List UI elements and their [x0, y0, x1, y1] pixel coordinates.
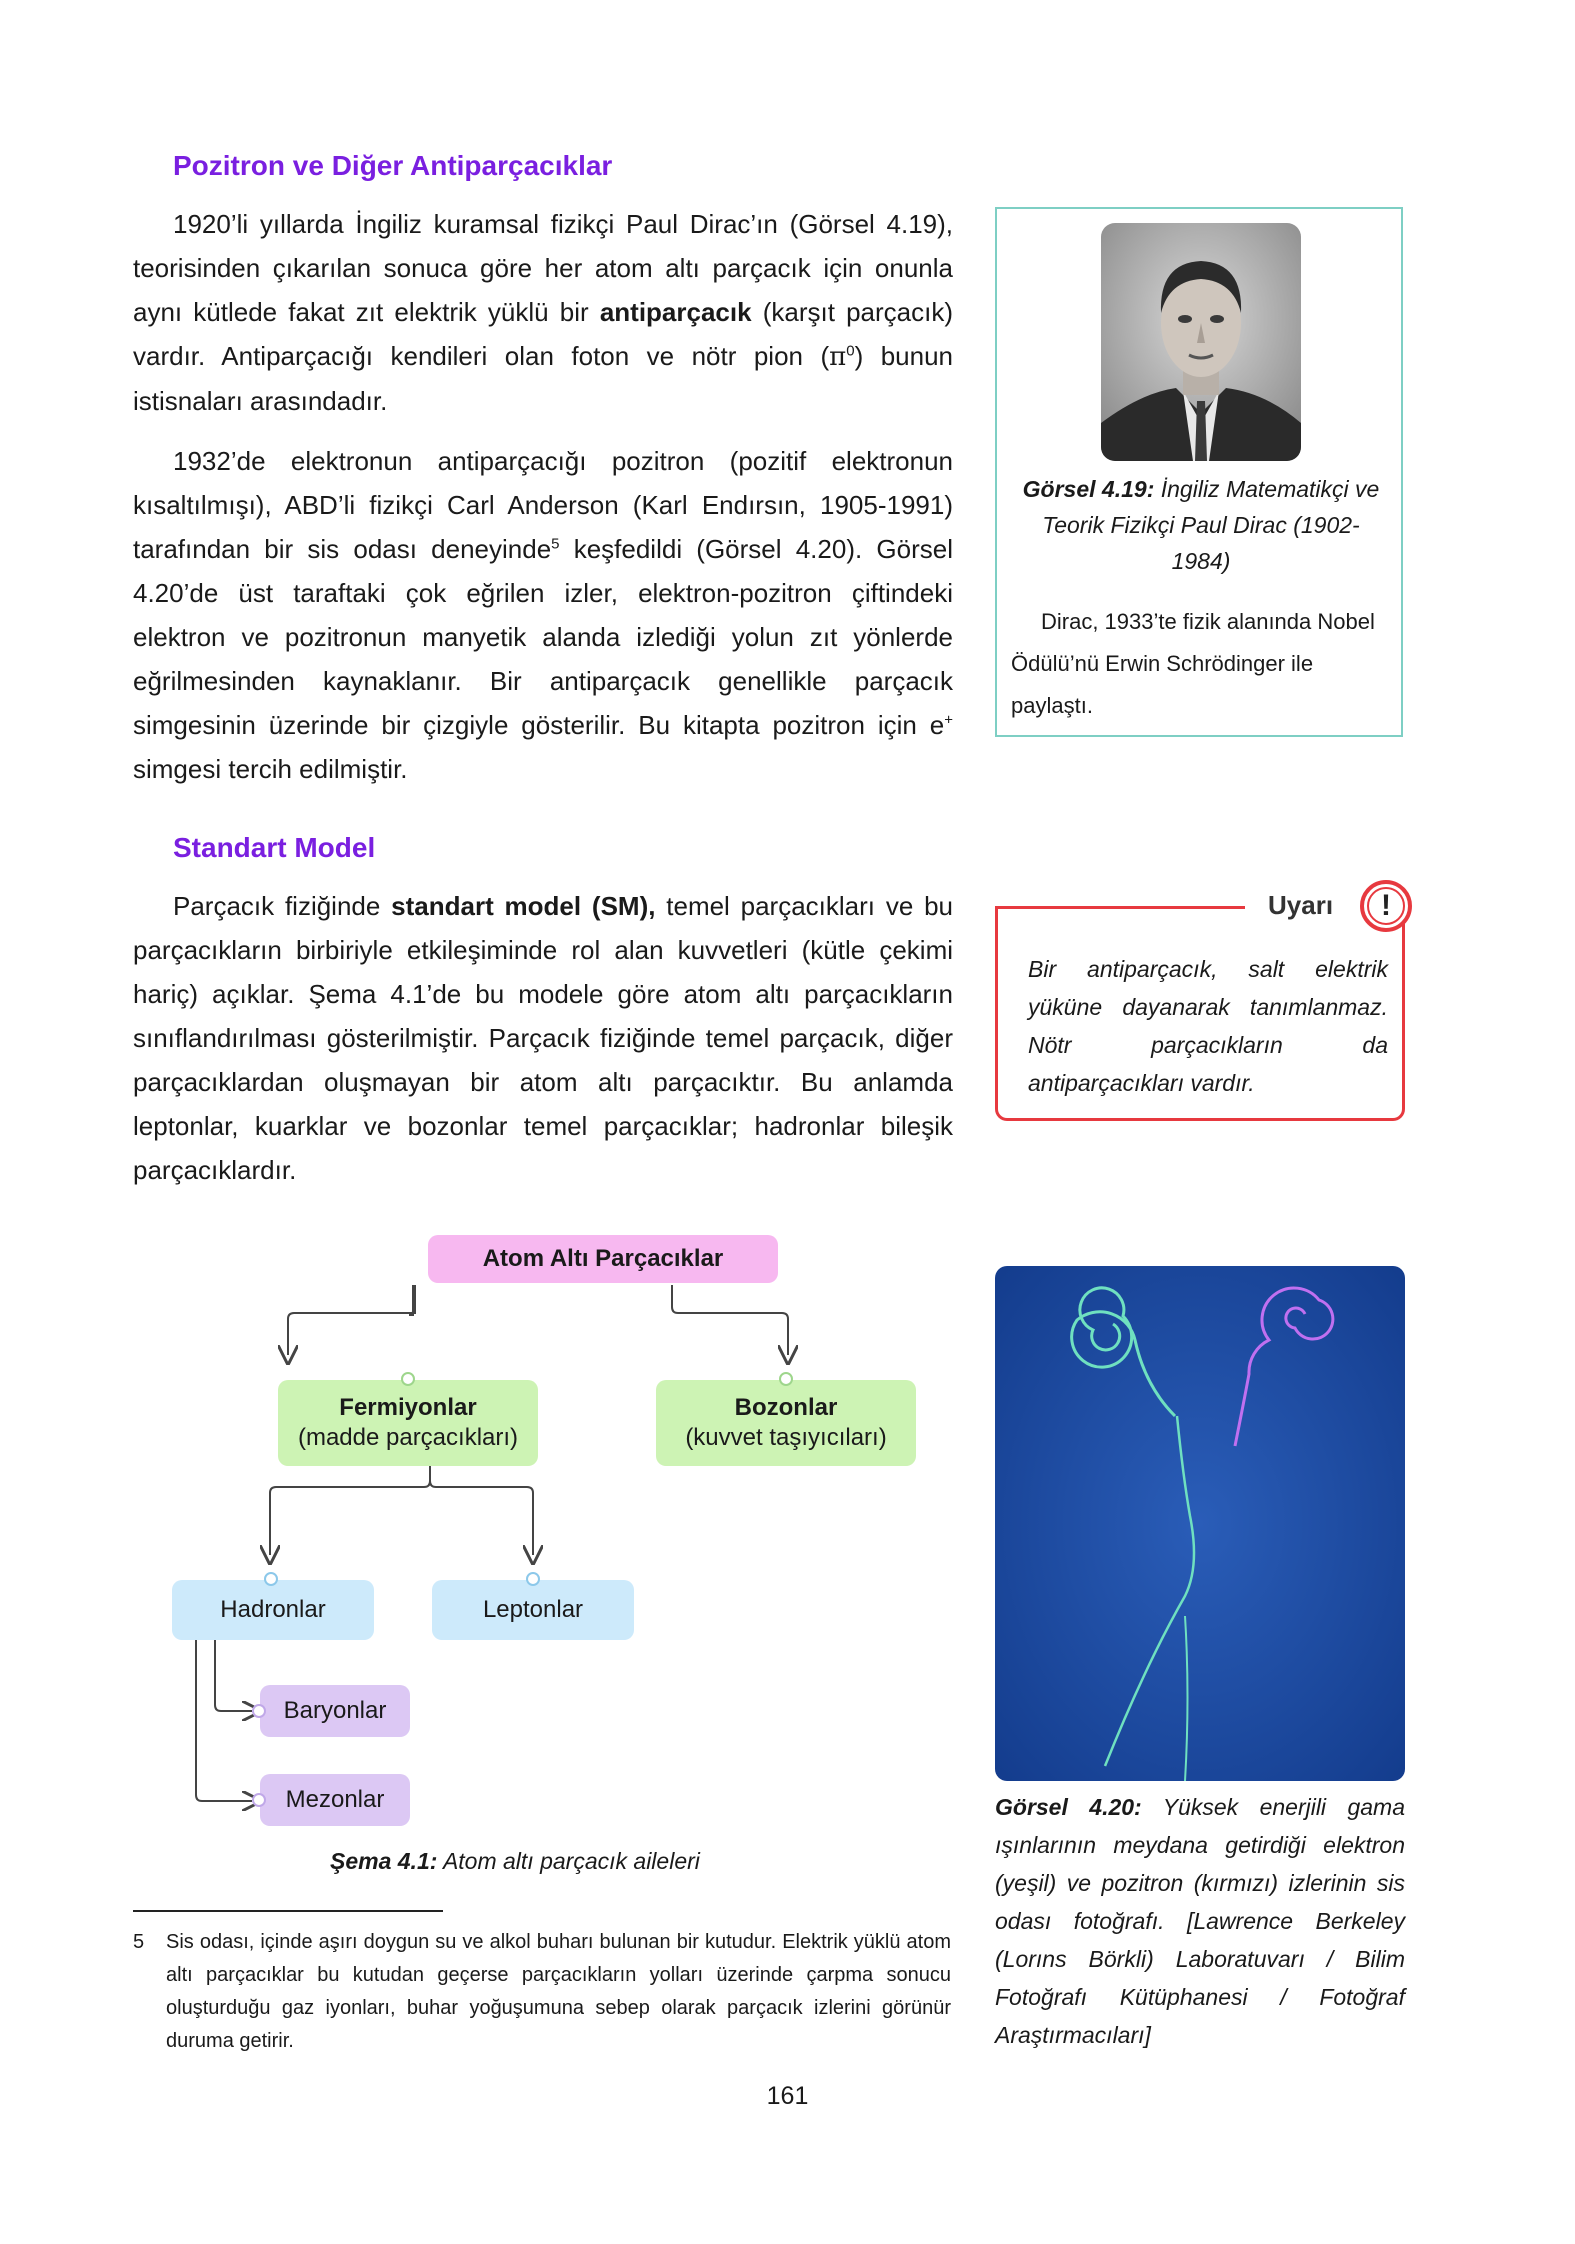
- page-number: 161: [766, 2082, 809, 2110]
- footnote-rule: [133, 1910, 443, 1912]
- section-title-standard-model: Standart Model: [173, 832, 376, 863]
- node-mesons-dot: [252, 1793, 266, 1807]
- diagram-caption: Şema 4.1: Atom altı parçacık aileleri: [330, 1848, 700, 1874]
- node-fermions: Fermiyonlar (madde parçacıkları): [278, 1380, 538, 1466]
- dirac-nobel-note: Dirac, 1933’te fizik alanında Nobel Ödülü’nü Erwin Schrödinger ile paylaştı.: [1011, 609, 1375, 718]
- dirac-caption: Görsel 4.19: İngiliz Matematikçi ve Teorik Fizikçi Paul Dirac (1902-1984): [1022, 476, 1380, 574]
- paragraph-positron: 1932’de elektronun antiparçacığı pozitron (pozitif elektronun kısaltılmışı), ABD’li fizikçi Carl Anderson (Karl Endırsın, 1905-1991) tarafından bir sis odası deneyinde$^5$ keşfedildi (Görsel 4.20). Görsel 4.20’de üst taraftaki çok eğrilen izler, elektron-pozitron çiftindeki elektron ve pozitronun manyetik alanda izlediği yolun zıt yönlerde eğrilmesinden kaynaklanır. Bir antiparçacık genellikle parçacık simgesinin üzerinde bir çizgiyle gösterilir. Bu kitapta pozitron için e+ simgesi tercih edilmiştir.: [133, 446, 953, 784]
- node-hadrons: Hadronlar: [172, 1580, 374, 1640]
- node-hadrons-dot: [264, 1572, 278, 1586]
- warning-box: [995, 906, 1405, 1121]
- footnote-number: 5: [133, 1931, 145, 1953]
- cloud-chamber-photo: [995, 1266, 1405, 1781]
- antiparticle-text: [133, 202, 953, 791]
- dirac-portrait: [1101, 223, 1301, 461]
- node-bosons: Bozonlar (kuvvet taşıyıcıları): [656, 1380, 916, 1466]
- node-leptons-dot: [526, 1572, 540, 1586]
- standard-model-text: [133, 884, 953, 1192]
- footnote-text: Sis odası, içinde aşırı doygun su ve alkol buharı bulunan bir kutudur. Elektrik yüklü atom altı parçacıklar bu kutudan geçerse parçacıkların yolları üzerinde çarpma sonucu oluşturduğu gaz iyonları, buhar yoğuşumuna sebep olarak parçacık izlerini görünür duruma getirir.: [166, 1931, 951, 2052]
- node-bosons-dot: [779, 1372, 793, 1386]
- paragraph-standard-model: Parçacık fiziğinde standart model (SM), temel parçacıkları ve bu parçacıkların birbiriyle etkileşiminde rol alan kuvvetleri (kütle çekimi hariç) açıklar. Şema 4.1’de bu modele göre atom altı parçacıkların sınıflandırılması gösterilmiştir. Parçacık fiziğinde temel parçacık, diğer parçacıklardan oluşmayan bir atom altı parçacıktır. Bu anlamda leptonlar, kuarklar ve bozonlar temel parçacıklar; hadronlar bileşik parçacıklardır.: [133, 891, 954, 1185]
- node-baryons-dot: [252, 1704, 266, 1718]
- node-leptons: Leptonlar: [432, 1580, 634, 1640]
- warning-icon: !: [1360, 880, 1412, 932]
- paragraph-dirac: 1920’li yıllarda İngiliz kuramsal fizikçi Paul Dirac’ın (Görsel 4.19), teorisinden çıkarılan sonuca göre her atom altı parçacık için onunla aynı kütlede fakat zıt elektrik yüklü bir antiparçacık (karşıt parçacık) vardır. Antiparçacığı kendileri olan foton ve nötr pion $(\pi^0)$ bunun istisnaları arasındadır.: [133, 209, 954, 416]
- warning-title: Uyarı: [1268, 890, 1334, 920]
- section-title-antiparticles: Pozitron ve Diğer Antiparçacıklar: [173, 150, 613, 181]
- node-subatomic-particles: Atom Altı Parçacıklar: [428, 1235, 778, 1283]
- node-fermions-dot: [401, 1372, 415, 1386]
- dirac-info-box: [995, 207, 1403, 737]
- figure-420-caption: Görsel 4.20: Yüksek enerjili gama ışınlarının meydana getirdiği elektron (yeşil) ve pozitron (kırmızı) izlerinin sis odası fotoğrafı. [Lawrence Berkeley (Lorıns Börkli) Laboratuvarı / Bilim Fotoğrafı Kütüphanesi / Fotoğraf Araştırmacıları]: [995, 1794, 1405, 2048]
- node-mesons: Mezonlar: [260, 1774, 410, 1826]
- node-baryons: Baryonlar: [260, 1685, 410, 1737]
- warning-text: Bir antiparçacık, salt elektrik yüküne dayanarak tanımlanmaz. Nötr parçacıkların da antiparçacıkları vardır.: [1028, 956, 1388, 1096]
